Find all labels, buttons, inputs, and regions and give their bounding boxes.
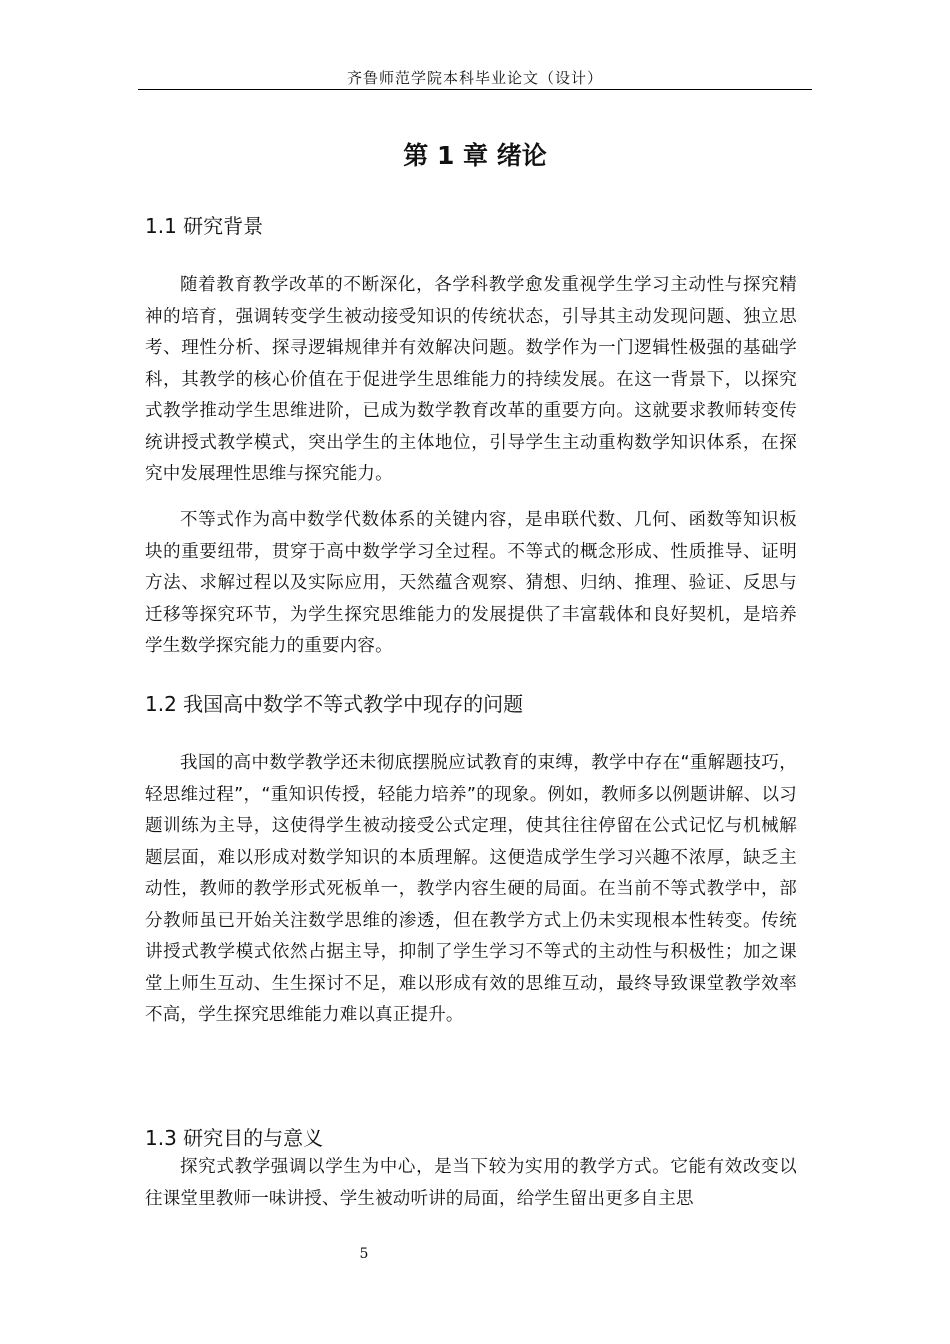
- paragraph-1-2-a: 我国的高中数学教学还未彻底摆脱应试教育的束缚，教学中存在“重解题技巧，轻思维过程”，“重知识传授，轻能力培养”的现象。例如，教师多以例题讲解、以习题训练为主导，这使得学生被动接受公式定理，使其往往停留在公式记忆与机械解题层面，难以形成对数学知识的本质理解。这便造成学生学习兴趣不浓厚，缺乏主动性，教师的教学形式死板单一，教学内容生硬的局面。在当前不等式教学中，部分教师虽已开始关注数学思维的渗透，但在教学方式上仍未实现根本性转变。传统讲授式教学模式依然占据主导，抑制了学生学习不等式的主动性与积极性；加之课堂上师生互动、生生探讨不足，难以形成有效的思维互动，最终导致课堂教学效率不高，学生探究思维能力难以真正提升。: [145, 753, 797, 1025]
- running-header: 齐鲁师范学院本科毕业论文（设计）: [346, 69, 603, 87]
- section-heading-1-3: 1.3 研究目的与意义: [145, 1126, 324, 1150]
- paragraph-1-1-a: 随着教育教学改革的不断深化，各学科教学愈发重视学生学习主动性与探究精神的培育，强调转变学生被动接受知识的传统状态，引导其主动发现问题、独立思考、理性分析、探寻逻辑规律并有效解决问题。数学作为一门逻辑性极强的基础学科，其教学的核心价值在于促进学生思维能力的持续发展。在这一背景下，以探究式教学推动学生思维进阶，已成为数学教育改革的重要方向。这就要求教师转变传统讲授式教学模式，突出学生的主体地位，引导学生主动重构数学知识体系，在探究中发展理性思维与探究能力。: [145, 275, 797, 484]
- chapter-title: 第 1 章 绪论: [403, 141, 547, 170]
- paragraph-1-3-a: 探究式教学强调以学生为中心，是当下较为实用的教学方式。它能有效改变以往课堂里教师一味讲授、学生被动听讲的局面，给学生留出更多自主思: [145, 1157, 797, 1209]
- page-number: 5: [359, 1246, 369, 1262]
- section-heading-1-1: 1.1 研究背景: [145, 214, 264, 238]
- section-heading-1-2: 1.2 我国高中数学不等式教学中现存的问题: [145, 692, 524, 716]
- paragraph-1-1-b: 不等式作为高中数学代数体系的关键内容，是串联代数、几何、函数等知识板块的重要纽带，贯穿于高中数学学习全过程。不等式的概念形成、性质推导、证明方法、求解过程以及实际应用，天然蕴含观察、猜想、归纳、推理、验证、反思与迁移等探究环节，为学生探究思维能力的发展提供了丰富载体和良好契机，是培养学生数学探究能力的重要内容。: [145, 510, 797, 656]
- header-rule: [138, 89, 812, 90]
